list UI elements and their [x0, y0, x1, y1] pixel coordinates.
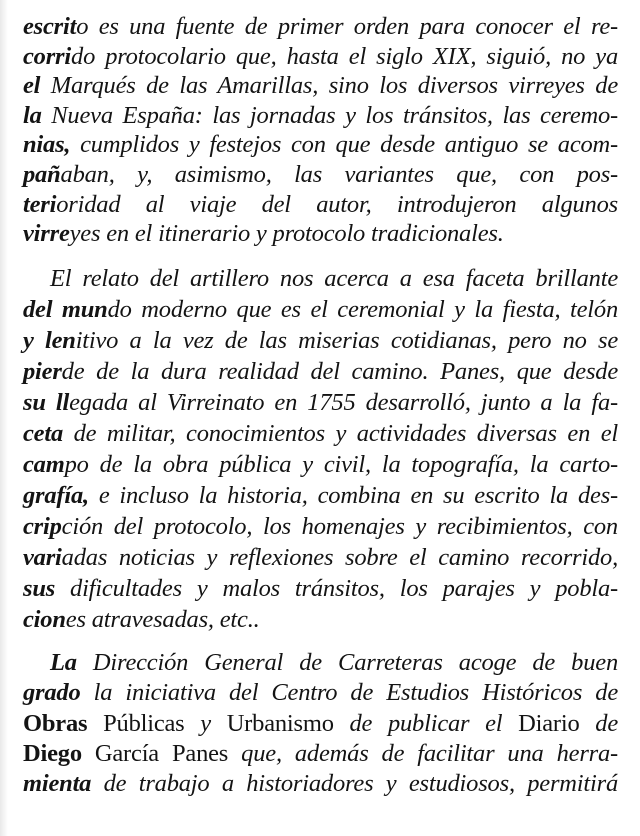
text-line: ciones atravesadas, etc..	[23, 606, 260, 633]
page-edge-shadow	[0, 0, 8, 836]
text-line: pañaban, y, asimismo, las variantes que, con pos-	[23, 161, 618, 188]
text-mixed: Públicas y Urbanismo de publicar el Diario de	[103, 710, 618, 737]
text-line: virreyes en el itinerario y protocolo tradicionales.	[23, 220, 504, 247]
text-line: terioridad al viaje del autor, introdujeron algunos	[23, 191, 618, 218]
text-line: el Marqués de las Amarillas, sino los diversos virreyes de	[23, 72, 618, 99]
text-line: cripción del protocolo, los homenajes y recibimientos, con	[23, 513, 618, 540]
text-line: corrido protocolario que, hasta el siglo XIX, siguió, no ya	[23, 43, 618, 70]
text-line: sus dificultades y malos tránsitos, los parajes y pobla-	[23, 575, 618, 602]
text-line: El relato del artillero nos acerca a esa faceta brillante	[50, 265, 618, 292]
text-line: grado la iniciativa del Centro de Estudios Históricos de	[23, 679, 618, 706]
text-line: nias, cumplidos y festejos con que desde antiguo se acom-	[23, 131, 618, 158]
text-line: pierde de la dura realidad del camino. Panes, que desde	[23, 358, 618, 385]
text-line: variadas noticias y reflexiones sobre el camino recorrido,	[23, 544, 618, 571]
text-mixed: García Panes que, además de facilitar una herra-	[94, 740, 618, 767]
text-line: grafía, e incluso la historia, combina en su escrito la des-	[23, 482, 618, 509]
text-line: escrito es una fuente de primer orden para conocer el re-	[23, 13, 618, 40]
text-line: Diego García Panes que, además de facilitar una herra-	[23, 740, 618, 767]
text-line: del mundo moderno que es el ceremonial y la fiesta, telón	[23, 296, 618, 323]
text-line: su llegada al Virreinato en 1755 desarrolló, junto a la fa-	[23, 389, 618, 416]
text-line: y lenitivo a la vez de las miserias cotidianas, pero no se	[23, 327, 618, 354]
text-line: Obras Públicas y Urbanismo de publicar el Diario de	[23, 710, 618, 737]
text-line: campo de la obra pública y civil, la topografía, la carto-	[23, 451, 618, 478]
text-line: La Dirección General de Carreteras acoge de buen	[50, 649, 618, 676]
text-line: ceta de militar, conocimientos y actividades diversas en el	[23, 420, 618, 447]
text-line: la Nueva España: las jornadas y los tránsitos, las ceremo-	[23, 102, 618, 129]
text-line: mienta de trabajo a historiadores y estudiosos, permitirá	[23, 770, 618, 797]
